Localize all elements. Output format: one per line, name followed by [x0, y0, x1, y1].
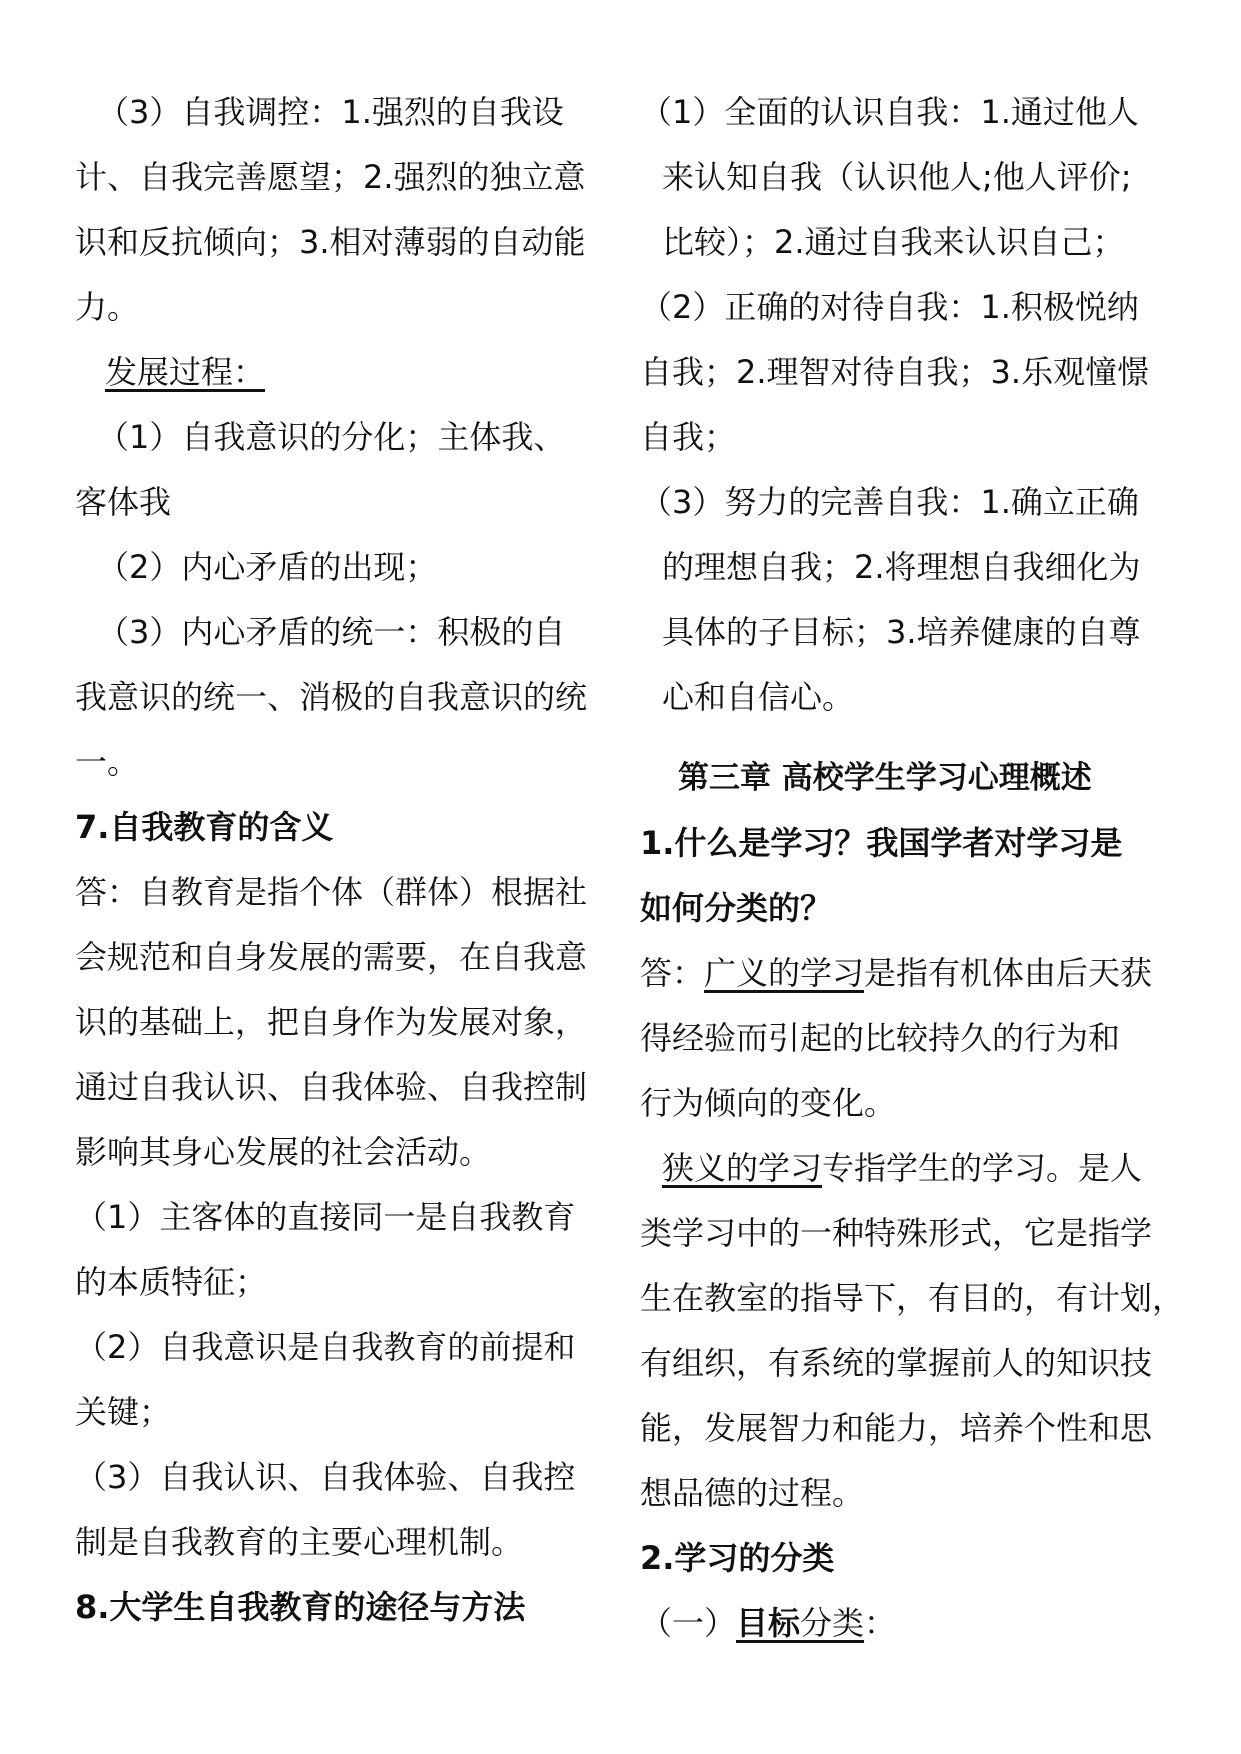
- question-heading-continued: 如何分类的？: [640, 889, 833, 927]
- list-item-continued: 一。: [75, 743, 140, 781]
- paragraph-line: （3）自我调控：1.强烈的自我设: [97, 93, 564, 131]
- answer-line: 影响其身心发展的社会活动。: [75, 1133, 492, 1171]
- list-item-continued: 的本质特征；: [75, 1263, 268, 1301]
- class-category: 分类: [800, 1604, 865, 1642]
- answer-line: 能，发展智力和能力，培养个性和思: [640, 1409, 1153, 1447]
- class-target: 目标: [736, 1604, 801, 1642]
- answer-line: 会规范和自身发展的需要，在自我意: [75, 938, 588, 976]
- term-narrow-learning: 狭义的学习: [662, 1149, 823, 1187]
- answer-line: 类学习中的一种特殊形式，它是指学: [640, 1214, 1153, 1252]
- list-item: （1）主客体的直接同一是自我教育: [75, 1198, 576, 1236]
- question-heading: 7.自我教育的含义: [75, 808, 334, 846]
- class-prefix: （一）: [640, 1604, 737, 1642]
- right-column: [640, 80, 1185, 1656]
- term-broad-learning: 广义的学习: [704, 954, 865, 992]
- list-item: （3）努力的完善自我：1.确立正确: [640, 483, 1139, 521]
- answer-line: 有组织，有系统的掌握前人的知识技: [640, 1344, 1153, 1382]
- list-item-continued: 心和自信心。: [662, 678, 855, 716]
- answer-text: 是指有机体由后天获: [864, 954, 1153, 992]
- list-item: （3）内心矛盾的统一：积极的自: [97, 613, 566, 651]
- list-item: （1）自我意识的分化；主体我、: [97, 418, 566, 456]
- list-item: （2）自我意识是自我教育的前提和: [75, 1328, 576, 1366]
- answer-line: 答：自教育是指个体（群体）根据社: [75, 873, 588, 911]
- paragraph-line: 力。: [75, 288, 140, 326]
- answer-prefix: 答：: [640, 954, 705, 992]
- question-heading: 8.大学生自我教育的途径与方法: [75, 1588, 526, 1626]
- class-colon: ：: [864, 1604, 897, 1642]
- paragraph-line: 计、自我完善愿望；2.强烈的独立意: [75, 158, 586, 196]
- list-item-continued: 具体的子目标；3.培养健康的自尊: [662, 613, 1141, 651]
- section-label: [75, 340, 605, 405]
- answer-line: 通过自我认识、自我体验、自我控制: [75, 1068, 588, 1106]
- question-heading: 1.什么是学习？我国学者对学习是: [640, 824, 1123, 862]
- answer-line: 得经验而引起的比较持久的行为和: [640, 1019, 1121, 1057]
- list-item-continued: 我意识的统一、消极的自我意识的统: [75, 678, 588, 716]
- answer-line: 行为倾向的变化。: [640, 1084, 897, 1122]
- list-item: （2）内心矛盾的出现；: [97, 548, 438, 586]
- list-item: （1）全面的认识自我：1.通过他人: [640, 93, 1139, 131]
- answer-line: [640, 941, 1180, 1006]
- list-item-continued: 关键；: [75, 1393, 172, 1431]
- answer-text: 专指学生的学习。是人: [822, 1149, 1143, 1187]
- answer-line: 生在教室的指导下，有目的，有计划，: [640, 1279, 1185, 1317]
- question-heading: 2.学习的分类: [640, 1539, 835, 1577]
- classification-line: [640, 1591, 1180, 1656]
- list-item-continued: 自我；: [640, 418, 737, 456]
- answer-line: [640, 1136, 1180, 1201]
- list-item-continued: 制是自我教育的主要心理机制。: [75, 1523, 524, 1561]
- list-item-continued: 自我；2.理智对待自我；3.乐观憧憬: [640, 353, 1150, 391]
- spacer: [640, 730, 1180, 746]
- list-item: （3）自我认识、自我体验、自我控: [75, 1458, 576, 1496]
- paragraph-line: 识和反抗倾向；3.相对薄弱的自动能: [75, 223, 586, 261]
- list-item-continued: 比较）；2.通过自我来认识自己；: [662, 223, 1125, 261]
- list-item-continued: 来认知自我（认识他人;他人评价;: [662, 158, 1132, 196]
- list-item-continued: 的理想自我；2.将理想自我细化为: [662, 548, 1141, 586]
- chapter-title: 第三章 高校学生学习心理概述: [678, 760, 1092, 796]
- left-column: [75, 80, 605, 1640]
- list-item: （2）正确的对待自我：1.积极悦纳: [640, 288, 1139, 326]
- process-label: 发展过程：: [105, 353, 266, 391]
- answer-line: 识的基础上，把自身作为发展对象，: [75, 1003, 588, 1041]
- answer-line: 想品德的过程。: [640, 1474, 865, 1512]
- list-item-continued: 客体我: [75, 483, 172, 521]
